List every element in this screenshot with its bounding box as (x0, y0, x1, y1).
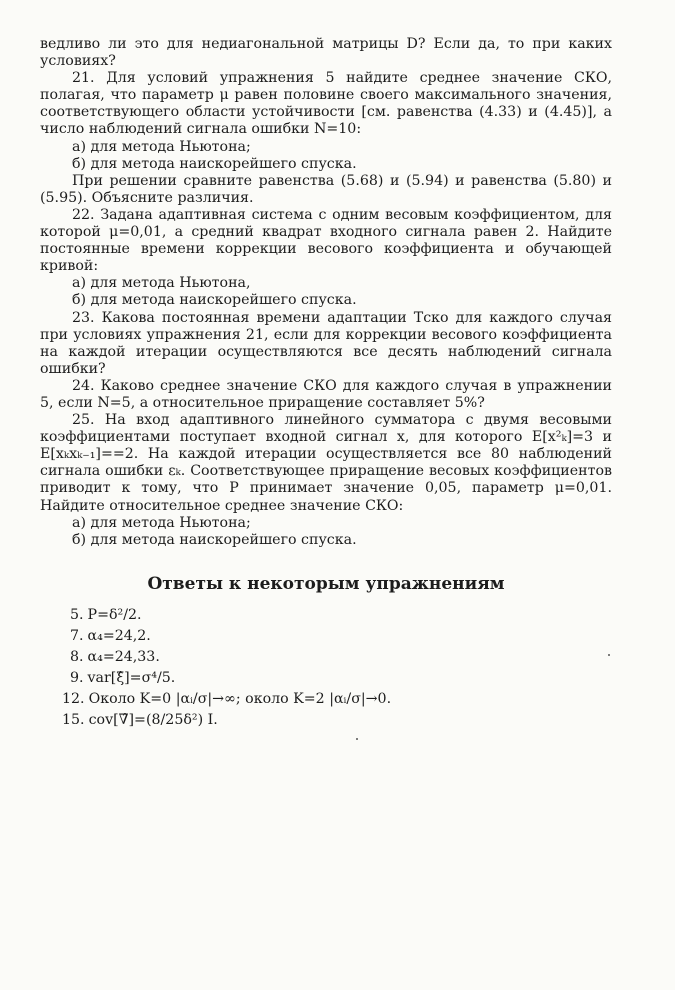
exercise-24: 24. Каково среднее значение СКО для каждого случая в упражнении 5, если N=5, а относительное приращение составляет 5%? (40, 377, 612, 411)
exercise-22: 22. Задана адаптивная система с одним весовым коэффициентом, для которой μ=0,01, а средний квадрат входного сигнала равен 2. Найдите постоянные времени коррекции весового коэффициента и обучающей кривой: (40, 206, 612, 275)
answers-list (62, 605, 610, 731)
exercise-25-item-a: а) для метода Ньютона; (72, 514, 251, 531)
answer-number: 9. (70, 670, 84, 686)
exercise-25: 25. На вход адаптивного линейного сумматора с двумя весовыми коэффициентами поступает входной сигнал x, для которого E[x²ₖ]=3 и E[xₖxₖ₋₁]==2. На каждой итерации осуществляется все 80 наблюдений сигнала ошибки εₖ. Соответствующее приращение весовых коэффициентов приводит к тому, что P принимает значение 0,05, параметр μ=0,01. Найдите относительное среднее значение СКО: (40, 412, 612, 514)
exercise-25-item-b: б) для метода наискорейшего спуска. (72, 531, 357, 548)
answer-number: 5. (70, 607, 84, 623)
answer-text: α₄=24,33. (87, 649, 160, 665)
answer-8 (70, 647, 610, 668)
answers-heading: Ответы к некоторым упражнениям (147, 574, 505, 594)
answer-number: 12. (62, 691, 85, 707)
answer-7 (70, 626, 610, 647)
answer-text: P=δ²/2. (87, 607, 142, 623)
print-speck (608, 654, 610, 656)
exercise-21-note: При решении сравните равенства (5.68) и (5.94) и равенства (5.80) и (5.95). Объясните различия. (40, 172, 612, 206)
exercise-21-item-a: а) для метода Ньютона; (72, 138, 251, 155)
answer-number: 7. (70, 628, 84, 644)
exercises-text (40, 36, 612, 549)
exercise-21: 21. Для условий упражнения 5 найдите среднее значение СКО, полагая, что параметр μ равен половине своего максимального значения, соответствующего области устойчивости [см. равенства (4.33) и (4.45)], а число наблюдений сигнала ошибки N=10: (40, 70, 612, 138)
answer-12 (62, 689, 610, 710)
print-speck (356, 738, 358, 740)
answer-text: var[ξ̂]=σ⁴/5. (87, 670, 176, 686)
answer-number: 15. (62, 712, 85, 728)
exercise-22-item-a: а) для метода Ньютона, (72, 275, 251, 292)
answer-text: Около K=0 |αᵢ/σ|→∞; около K=2 |αᵢ/σ|→0. (88, 691, 392, 707)
answer-text: cov[∇̂]=(8/25δ²) I. (88, 712, 218, 728)
answer-5 (70, 605, 610, 626)
answer-text: α₄=24,2. (87, 628, 151, 644)
answer-15 (62, 710, 610, 731)
answer-number: 8. (70, 649, 84, 665)
exercise-22-item-b: б) для метода наискорейшего спуска. (72, 292, 357, 309)
exercise-21-item-b: б) для метода наискорейшего спуска. (72, 155, 357, 172)
exercise-23: 23. Какова постоянная времени адаптации Tско для каждого случая при условиях упражнения 21, если для коррекции весового коэффициента на каждой итерации осуществляются все десять наблюдений сигнала ошибки? (40, 309, 612, 377)
paragraph-continuation: ведливо ли это для недиагональной матрицы D? Если да, то при каких условиях? (40, 36, 612, 70)
answer-9 (70, 668, 610, 689)
